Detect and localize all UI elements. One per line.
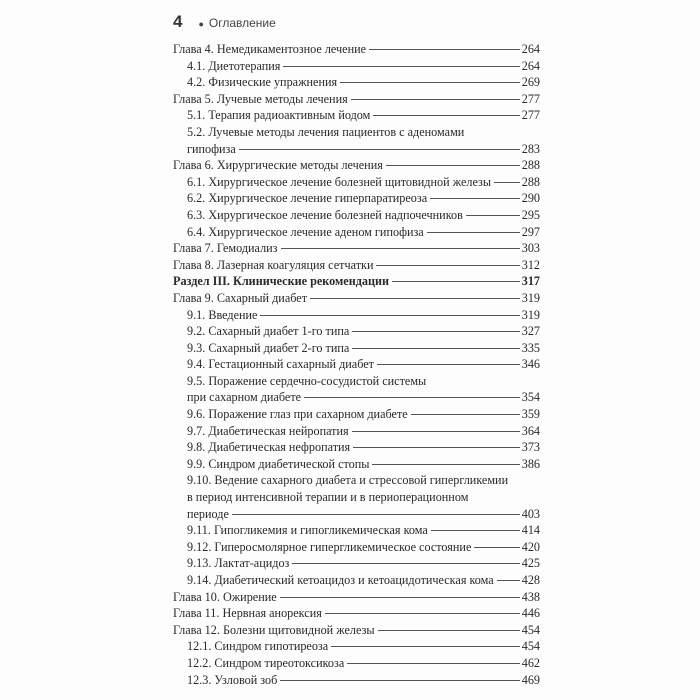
toc-entry — [173, 672, 540, 689]
toc-line — [173, 622, 540, 639]
toc-entry — [173, 605, 540, 622]
toc-entry-title: 6.2. Хирургическое лечение гиперпаратиреоза — [187, 191, 428, 206]
toc-page-number: 312 — [521, 257, 540, 272]
toc-page-number: 297 — [521, 224, 540, 239]
table-of-contents — [173, 41, 540, 688]
toc-entry — [173, 190, 540, 207]
leader-line — [353, 447, 520, 448]
toc-entry-title: 9.9. Синдром диабетической стопы — [187, 456, 370, 471]
toc-entry-title: 9.6. Поражение глаз при сахарном диабете — [187, 407, 408, 422]
toc-entry-title: в период интенсивной терапии и в периоперационном — [187, 490, 469, 505]
toc-entry — [173, 622, 540, 639]
toc-entry-title: 6.3. Хирургическое лечение болезней надпочечников — [187, 207, 463, 222]
toc-page-number: 277 — [521, 108, 540, 123]
toc-line — [173, 273, 540, 290]
toc-entry-title: Глава 5. Лучевые методы лечения — [173, 91, 348, 106]
toc-page-number: 303 — [521, 241, 540, 256]
toc-entry — [173, 555, 540, 572]
toc-entry — [173, 257, 540, 274]
toc-line — [173, 340, 540, 357]
leader-line — [377, 364, 520, 365]
toc-line — [173, 224, 540, 241]
toc-page-number: 364 — [521, 423, 540, 438]
toc-page-number: 386 — [521, 456, 540, 471]
toc-page-number: 327 — [521, 324, 540, 339]
toc-entry-title: 6.4. Хирургическое лечение аденом гипофиза — [187, 224, 424, 239]
toc-entry — [173, 124, 540, 157]
toc-page-number: 454 — [521, 622, 540, 637]
toc-entry — [173, 655, 540, 672]
leader-line — [351, 99, 520, 100]
toc-entry — [173, 224, 540, 241]
toc-entry-title: Глава 8. Лазерная коагуляция сетчатки — [173, 257, 374, 272]
toc-line — [173, 373, 540, 390]
leader-line — [373, 115, 519, 116]
leader-line — [281, 248, 520, 249]
leader-line — [376, 265, 519, 266]
leader-line — [331, 646, 520, 647]
toc-line — [173, 638, 540, 655]
toc-page-number: 454 — [521, 639, 540, 654]
toc-entry — [173, 456, 540, 473]
bullet-icon: ● — [198, 19, 204, 29]
leader-line — [232, 514, 520, 515]
toc-line — [173, 423, 540, 440]
leader-line — [352, 431, 520, 432]
toc-page-number: 317 — [521, 274, 540, 289]
toc-entry-title: при сахарном диабете — [187, 390, 302, 405]
toc-line — [173, 655, 540, 672]
toc-page-number: 288 — [521, 174, 540, 189]
toc-entry-title: Раздел III. Клинические рекомендации — [173, 274, 390, 289]
toc-entry-title: 9.5. Поражение сердечно-сосудистой системы — [187, 373, 427, 388]
toc-page-number: 295 — [521, 207, 540, 222]
toc-entry-title: Глава 7. Гемодиализ — [173, 241, 278, 256]
toc-page-number: 373 — [521, 440, 540, 455]
toc-line — [173, 107, 540, 124]
toc-entry-title: Глава 6. Хирургические методы лечения — [173, 158, 383, 173]
toc-line — [173, 124, 540, 141]
leader-line — [497, 580, 520, 581]
toc-entry — [173, 207, 540, 224]
toc-entry-title: 9.4. Гестационный сахарный диабет — [187, 357, 374, 372]
toc-entry-title: 9.12. Гиперосмолярное гипергликемическое состояние — [187, 539, 472, 554]
leader-line — [352, 348, 519, 349]
toc-entry — [173, 638, 540, 655]
leader-line — [372, 464, 519, 465]
toc-entry-title: 12.1. Синдром гипотиреоза — [187, 639, 329, 654]
toc-line — [173, 207, 540, 224]
toc-line — [173, 489, 540, 506]
toc-entry — [173, 406, 540, 423]
toc-line — [173, 456, 540, 473]
toc-entry-title: гипофиза — [187, 141, 236, 156]
toc-entry-title: Глава 10. Ожирение — [173, 589, 277, 604]
toc-entry — [173, 439, 540, 456]
toc-page-number: 359 — [521, 407, 540, 422]
toc-entry — [173, 174, 540, 191]
toc-entry — [173, 58, 540, 75]
toc-entry — [173, 423, 540, 440]
toc-entry — [173, 91, 540, 108]
toc-page-number: 354 — [521, 390, 540, 405]
toc-line — [173, 257, 540, 274]
toc-page-number: 264 — [521, 42, 540, 56]
toc-entry-title: 6.1. Хирургическое лечение болезней щитовидной железы — [187, 174, 492, 189]
toc-entry — [173, 472, 540, 522]
toc-line — [173, 506, 540, 523]
toc-line — [173, 356, 540, 373]
toc-page-number: 269 — [521, 75, 540, 90]
toc-page-number: 446 — [521, 606, 540, 621]
toc-entry — [173, 41, 540, 58]
page-number: 4 — [173, 12, 183, 31]
toc-entry — [173, 240, 540, 257]
toc-line — [173, 41, 540, 58]
toc-page-number: 283 — [521, 141, 540, 156]
toc-entry-title: 12.3. Узловой зоб — [187, 672, 278, 687]
toc-entry-title: 9.8. Диабетическая нефропатия — [187, 440, 351, 455]
toc-entry-title: 12.2. Синдром тиреотоксикоза — [187, 655, 345, 670]
leader-line — [369, 49, 520, 50]
toc-line — [173, 555, 540, 572]
toc-entry — [173, 340, 540, 357]
leader-line — [260, 315, 519, 316]
leader-line — [466, 215, 520, 216]
toc-page-number: 277 — [521, 91, 540, 106]
leader-line — [283, 66, 519, 67]
toc-entry — [173, 290, 540, 307]
toc-line — [173, 157, 540, 174]
toc-line — [173, 589, 540, 606]
toc-entry — [173, 157, 540, 174]
toc-entry — [173, 356, 540, 373]
toc-page-number: 335 — [521, 340, 540, 355]
toc-entry-title: 9.7. Диабетическая нейропатия — [187, 423, 349, 438]
toc-entry-title: 5.2. Лучевые методы лечения пациентов с аденомами — [187, 124, 465, 139]
toc-line — [173, 290, 540, 307]
toc-line — [173, 174, 540, 191]
leader-line — [378, 630, 520, 631]
leader-line — [430, 198, 520, 199]
leader-line — [411, 414, 520, 415]
toc-page-number: 469 — [521, 672, 540, 687]
toc-line — [173, 240, 540, 257]
toc-page-number: 319 — [521, 290, 540, 305]
leader-line — [325, 613, 520, 614]
leader-line — [494, 182, 520, 183]
toc-entry-title: 5.1. Терапия радиоактивным йодом — [187, 108, 371, 123]
toc-entry-title: 9.11. Гипогликемия и гипогликемическая кома — [187, 523, 428, 538]
toc-line — [173, 141, 540, 158]
toc-page-number: 462 — [521, 655, 540, 670]
toc-page-number: 425 — [521, 556, 540, 571]
toc-entry-title: Глава 12. Болезни щитовидной железы — [173, 622, 375, 637]
toc-page-number: 428 — [521, 573, 540, 587]
toc-entry — [173, 522, 540, 539]
toc-line — [173, 58, 540, 75]
toc-entry-title: Глава 9. Сахарный диабет — [173, 290, 308, 305]
leader-line — [427, 232, 520, 233]
toc-line — [173, 307, 540, 324]
toc-line — [173, 389, 540, 406]
page-header — [173, 12, 276, 32]
toc-entry-title: 9.2. Сахарный диабет 1-го типа — [187, 324, 350, 339]
toc-entry-title: Глава 4. Немедикаментозное лечение — [173, 42, 367, 56]
toc-entry-title: 9.13. Лактат-ацидоз — [187, 556, 290, 571]
toc-entry — [173, 373, 540, 406]
toc-entry-title: периоде — [187, 506, 229, 521]
toc-page-number: 264 — [521, 58, 540, 73]
toc-entry-title: 9.1. Введение — [187, 307, 258, 322]
toc-entry — [173, 307, 540, 324]
toc-line — [173, 74, 540, 91]
toc-line — [173, 91, 540, 108]
leader-line — [280, 680, 519, 681]
toc-line — [173, 572, 540, 589]
toc-entry-title: 9.10. Ведение сахарного диабета и стрессовой гипергликемии — [187, 473, 509, 488]
toc-page-number: 420 — [521, 539, 540, 554]
toc-entry — [173, 74, 540, 91]
leader-line — [280, 597, 520, 598]
toc-page-number: 290 — [521, 191, 540, 206]
running-title: Оглавление — [208, 16, 276, 30]
toc-entry-title: Глава 11. Нервная анорексия — [173, 606, 322, 621]
leader-line — [239, 149, 520, 150]
toc-entry — [173, 572, 540, 589]
toc-line — [173, 190, 540, 207]
leader-line — [392, 281, 520, 282]
toc-entry-title: 9.3. Сахарный диабет 2-го типа — [187, 340, 350, 355]
leader-line — [474, 547, 519, 548]
toc-page-number: 438 — [521, 589, 540, 604]
leader-line — [431, 530, 520, 531]
leader-line — [304, 397, 520, 398]
toc-line — [173, 539, 540, 556]
toc-line — [173, 522, 540, 539]
toc-line — [173, 323, 540, 340]
leader-line — [386, 165, 520, 166]
leader-line — [347, 663, 519, 664]
toc-page-number: 319 — [521, 307, 540, 322]
toc-entry-title: 4.2. Физические упражнения — [187, 75, 338, 90]
toc-entry — [173, 323, 540, 340]
toc-entry — [173, 273, 540, 290]
toc-line — [173, 406, 540, 423]
toc-entry-title: 4.1. Диетотерапия — [187, 58, 281, 73]
toc-entry — [173, 539, 540, 556]
toc-line — [173, 472, 540, 489]
toc-entry-title: 9.14. Диабетический кетоацидоз и кетоацидотическая кома — [187, 573, 494, 587]
toc-page-number: 414 — [521, 523, 540, 538]
leader-line — [352, 331, 519, 332]
leader-line — [292, 563, 519, 564]
toc-line — [173, 672, 540, 689]
leader-line — [310, 298, 520, 299]
toc-page-number: 346 — [521, 357, 540, 372]
toc-entry — [173, 107, 540, 124]
toc-line — [173, 439, 540, 456]
toc-page-number: 288 — [521, 158, 540, 173]
toc-line — [173, 605, 540, 622]
toc-page-number: 403 — [521, 506, 540, 521]
toc-entry — [173, 589, 540, 606]
leader-line — [340, 82, 520, 83]
